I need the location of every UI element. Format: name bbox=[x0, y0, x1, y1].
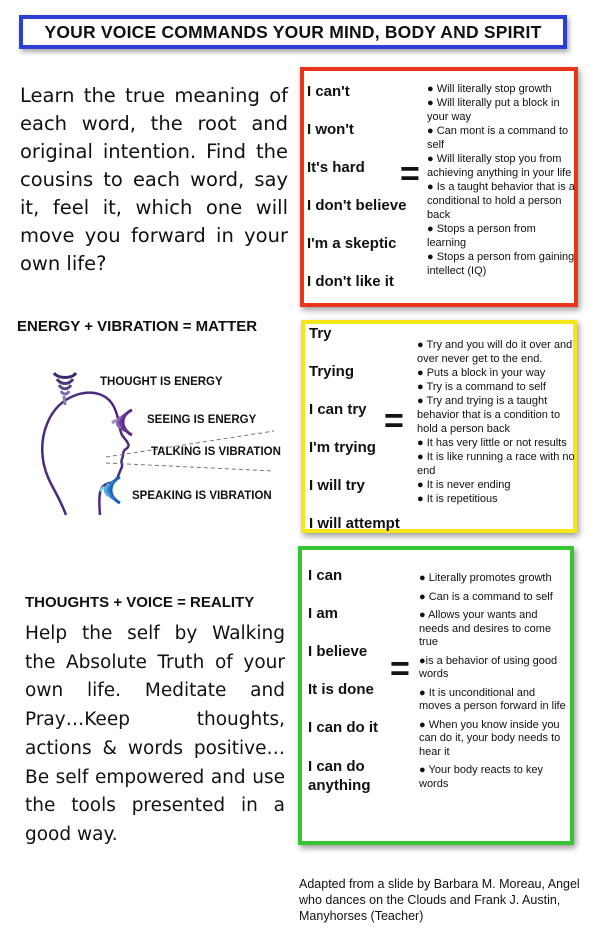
term: I will attempt bbox=[309, 515, 400, 532]
note-item: ● Can is a command to self bbox=[419, 590, 553, 603]
term: I am bbox=[308, 605, 339, 622]
positive-terms-list bbox=[308, 550, 418, 840]
term: I can do anything bbox=[308, 758, 371, 794]
positive-words-box bbox=[298, 546, 574, 845]
term: I'm a skeptic bbox=[307, 235, 397, 252]
seeing-swirl-icon bbox=[112, 410, 132, 435]
negative-words-box bbox=[300, 67, 578, 307]
term: It's hard bbox=[307, 159, 365, 176]
note-item: ● When you know inside you can do it, your body needs to hear it bbox=[419, 718, 561, 758]
thought-swirl-icon bbox=[54, 373, 76, 405]
note-item: ● Can mont is a command to self bbox=[427, 125, 569, 151]
note-item: ● Your body reacts to key words bbox=[419, 764, 544, 790]
term: I don't like it bbox=[307, 273, 394, 290]
energy-heading: ENERGY + VIBRATION = MATTER bbox=[17, 318, 258, 335]
note-item: ● Try is a command to self bbox=[417, 381, 546, 393]
diagram-label: THOUGHT IS ENERGY bbox=[100, 376, 223, 388]
term: I will try bbox=[309, 477, 365, 494]
credit-text: Adapted from a slide by Barbara M. Moreau, Angel who dances on the Clouds and Frank J. Austin, Manyhorses (Teacher) bbox=[299, 877, 580, 923]
term: It is done bbox=[308, 681, 374, 698]
note-item: ● Stops a person from gaining intellect (IQ) bbox=[427, 251, 575, 277]
term: I won't bbox=[307, 121, 354, 138]
term: Trying bbox=[309, 363, 355, 380]
note-item: ● Will literally stop growth bbox=[427, 83, 552, 95]
negative-notes-list bbox=[427, 82, 575, 278]
try-words-box bbox=[301, 320, 577, 533]
note-item: ● Will literally put a block in your way bbox=[427, 97, 560, 123]
equals-sign: = bbox=[400, 155, 420, 193]
try-notes-list bbox=[417, 338, 577, 506]
speaking-swirl-icon bbox=[100, 477, 120, 503]
page-title: YOUR VOICE COMMANDS YOUR MIND, BODY AND SPIRIT bbox=[19, 15, 567, 49]
note-item: ● It is unconditional and moves a person forward in life bbox=[419, 686, 566, 712]
term: I can do it bbox=[308, 719, 379, 736]
term: I can bbox=[308, 567, 343, 584]
thoughts-paragraph: Help the self by Walking the Absolute Truth of your own life. Meditate and Pray…Keep thoughts, actions & words positive… Be self empowered and use the tools presented in a good way. bbox=[25, 623, 285, 845]
note-item: ● It is repetitious bbox=[417, 493, 498, 505]
note-item: ● Allows your wants and needs and desires to come true bbox=[419, 609, 552, 648]
note-item: ● It is never ending bbox=[417, 479, 511, 491]
note-item: ● It has very little or not results bbox=[417, 437, 567, 449]
equals-sign: = bbox=[384, 402, 404, 440]
thoughts-heading: THOUGHTS + VOICE = REALITY bbox=[25, 594, 255, 611]
note-item: ● Will literally stop you from achieving anything in your life bbox=[427, 153, 572, 179]
term: I don't believe bbox=[307, 197, 407, 214]
term: I can't bbox=[307, 83, 350, 100]
note-item: ● Try and you will do it over and over never get to the end. bbox=[417, 339, 573, 365]
diagram-label: TALKING IS VIBRATION bbox=[151, 446, 281, 458]
note-item: ● It is like running a race with no end bbox=[417, 451, 575, 477]
note-item: ● Try and trying is a taught behavior that is a condition to hold a person back bbox=[417, 395, 561, 435]
diagram-label: SPEAKING IS VIBRATION bbox=[132, 490, 272, 502]
term: I believe bbox=[308, 643, 368, 660]
diagram-label: SEEING IS ENERGY bbox=[147, 414, 257, 426]
intro-paragraph: Learn the true meaning of each word, the root and original intention. Find the cousins to each word, say it, feel it, which one will move you forward in your own life? bbox=[20, 84, 288, 275]
note-item: ●is a behavior of using good words bbox=[419, 654, 558, 680]
positive-notes-list bbox=[419, 572, 569, 791]
term: I can try bbox=[309, 401, 367, 418]
note-item: ● Literally promotes growth bbox=[419, 572, 552, 584]
term: I'm trying bbox=[309, 439, 376, 456]
equals-sign: = bbox=[390, 650, 410, 688]
term: Try bbox=[309, 325, 332, 342]
note-item: ● Is a taught behavior that is a conditional to hold a person back bbox=[427, 181, 575, 221]
note-item: ● Stops a person from learning bbox=[427, 223, 536, 249]
head-diagram bbox=[28, 365, 290, 525]
note-item: ● Puts a block in your way bbox=[417, 367, 546, 379]
